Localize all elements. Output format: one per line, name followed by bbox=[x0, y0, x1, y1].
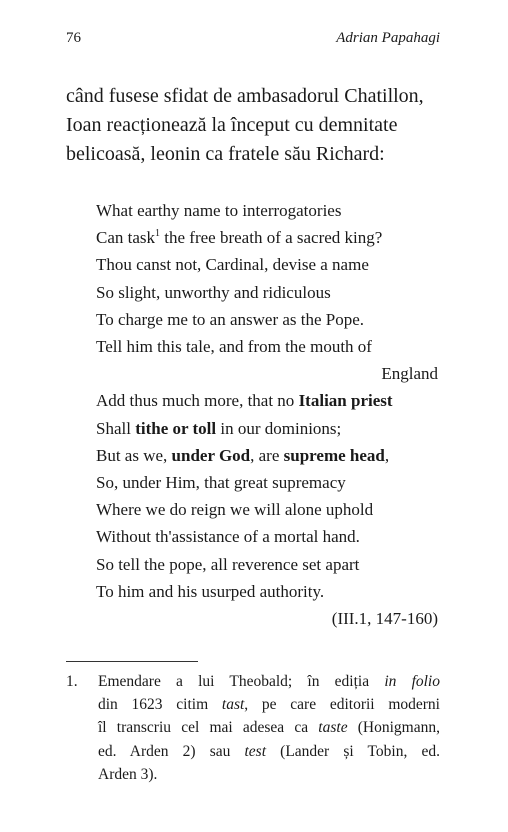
body-paragraph bbox=[66, 82, 442, 169]
verse-line bbox=[96, 442, 438, 469]
footnote-line: Arden 3). bbox=[98, 765, 158, 783]
verse-text: But as we, bbox=[96, 445, 172, 465]
citation: (III.1, 147-160) bbox=[331, 609, 438, 629]
footnote-text: (Honigmann, bbox=[347, 719, 440, 737]
footnote-text: , pe care editorii moderni bbox=[244, 696, 440, 714]
verse-bold-text: supreme head bbox=[283, 445, 385, 465]
footnote-marker: 1 bbox=[155, 228, 161, 240]
verse-bold-text: under God bbox=[171, 445, 251, 465]
footnote-italic: taste bbox=[318, 719, 348, 737]
footnote-text: Emendare a lui Theobald; în ediția bbox=[98, 673, 385, 690]
verse-line: So, under Him, that great supremacy bbox=[96, 473, 346, 493]
running-header: Adrian Papahagi bbox=[336, 30, 440, 46]
verse-text: the free breath of a sacred king? bbox=[160, 228, 383, 248]
body-line: când fusese sfidat de ambasadorul Chatillon, bbox=[66, 85, 424, 107]
verse-line bbox=[96, 415, 438, 442]
footnote bbox=[66, 670, 440, 786]
footnote-line bbox=[98, 670, 440, 693]
verse-line bbox=[96, 224, 438, 251]
verse-line: So tell the pope, all reverence set apart bbox=[96, 554, 360, 574]
footnote-italic: in folio bbox=[384, 673, 440, 690]
verse-line: To charge me to an answer as the Pope. bbox=[96, 309, 365, 329]
footnote-text: (Lander și Tobin, ed. bbox=[266, 742, 440, 760]
verse-text: , bbox=[384, 445, 390, 465]
verse-line: So slight, unworthy and ridiculous bbox=[96, 282, 331, 302]
footnote-rule bbox=[66, 661, 198, 662]
body-line: belicoasă, leonin ca fratele său Richard: bbox=[66, 143, 385, 165]
verse-line-continuation: England bbox=[381, 364, 438, 384]
verse-text: , are bbox=[250, 445, 284, 465]
page-number: 76 bbox=[66, 30, 81, 46]
footnote-line bbox=[98, 716, 440, 739]
body-line: Ioan reacționează la început cu demnitate bbox=[66, 114, 398, 136]
verse-line: To him and his usurped authority. bbox=[96, 581, 325, 601]
verse-line: Tell him this tale, and from the mouth of bbox=[96, 337, 372, 357]
verse-text: Add thus much more, that no bbox=[96, 391, 299, 411]
verse-bold-text: tithe or toll bbox=[135, 418, 217, 438]
verse-line bbox=[96, 387, 438, 414]
footnote-text: îl transcriu cel mai adesea ca bbox=[98, 719, 319, 737]
verse-line: Thou canst not, Cardinal, devise a name bbox=[96, 255, 369, 275]
footnote-italic: test bbox=[244, 742, 267, 760]
verse-text: Shall bbox=[96, 418, 136, 438]
verse-line: Where we do reign we will alone uphold bbox=[96, 500, 374, 520]
footnote-line bbox=[98, 740, 440, 763]
verse-text: in our dominions; bbox=[216, 418, 342, 438]
verse-quotation bbox=[96, 197, 438, 632]
footnote-line bbox=[98, 693, 440, 716]
footnote-italic: tast bbox=[221, 696, 245, 714]
footnote-number: 1. bbox=[66, 673, 78, 690]
verse-line: Without th'assistance of a mortal hand. bbox=[96, 527, 360, 547]
verse-bold-text: Italian priest bbox=[298, 391, 393, 411]
footnote-text: din 1623 citim bbox=[98, 696, 222, 714]
footnote-body bbox=[98, 670, 440, 786]
verse-text: Can task bbox=[96, 228, 156, 248]
footnote-text: ed. Arden 2) sau bbox=[98, 742, 245, 760]
verse-line: What earthy name to interrogatories bbox=[96, 201, 342, 220]
